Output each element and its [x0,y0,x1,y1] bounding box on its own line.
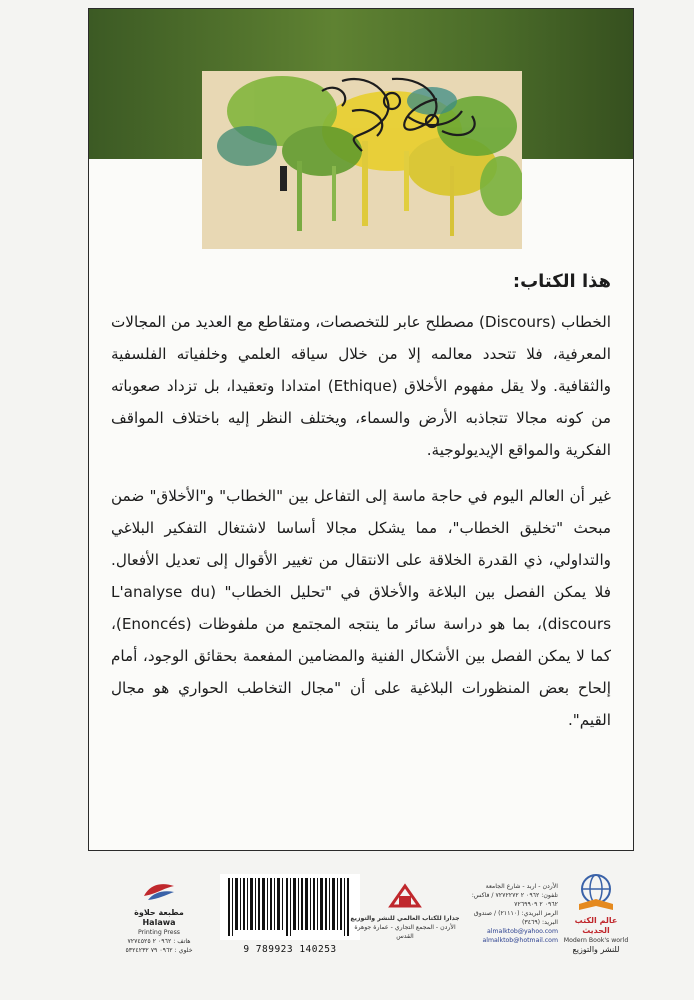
publisher-postal: الرمز البريدي: (٢١١١٠) / صندوق البريد: (٣٤٦٩) [473,910,558,926]
printer-tagline: Printing Press [137,929,181,936]
publisher-address: الأردن - اربد - شارع الجامعة [485,883,558,890]
back-cover [88,8,634,851]
publisher-name-en: Modern Book's world [563,937,629,944]
section-heading: هذا الكتاب: [512,271,611,292]
calligraphy-artwork [202,71,522,249]
printer-name-ar: مطبعة حلاوة [134,908,184,917]
publisher-tagline: للنشر والتوزيع [572,945,620,954]
bird-logo-icon [140,878,178,904]
paragraph-2: غير أن العالم اليوم في حاجة ماسة إلى التفاعل بين "الخطاب" و"الأخلاق" ضمن مبحث "تخليق الخطاب"، مما يشكل مجالا أساسا لاشتغال التفكير البلاغي والتداولي، ذي القدرة الخلاقة على الانتقال من تغيير الأقوال إلى تعديل الأفعال. فلا يمكن الفصل بين البلاغة والأخلاق في "تحليل الخطاب" (L'analyse du discours)، بما هو دراسة سائر ما ينتجه المجتمع من ملفوظات (Enoncés)، كما لا يمكن الفصل بين الأشكال الفنية والمضامين المفعمة بحقائق الوجود، أمام إلحاح بعض المنظورات البلاغية على أن "مجال التخاطب الحواري هو مجال القيم". [111,487,611,729]
globe-book-logo-icon [573,872,619,912]
paragraph-1: الخطاب (Discours) مصطلح عابر للتخصصات، ومتقاطع مع العديد من المجالات المعرفية، فلا تتحدد معالمه إلا من خلال سياقه العلمي وخلفياته الفلسفية والثقافية. ولا يقل مفهوم الأخلاق (Ethique) امتدادا وتعقيدا، بل تزداد صعوباته من كونه مجالا تتجاذبه الأرض والسماء، ويختلف النظر إليه باختلاف المواقف الفكرية والمواقع الإيديولوجية. [111,313,612,459]
distributor-name: جدارا للكتاب العالمي للنشر والتوزيع [350,915,460,922]
printer-phone: هاتف : ٠٩٦٢ ٢ ٧٢٧٤٥٢٥ [127,938,191,945]
distributor-block [350,880,460,941]
printer-name-en: Halawa [142,918,176,927]
printer-mobile: خلوي : ٠٩٦٢ ٧٩ ٥٣٢٤٢٣٢ [125,947,193,954]
isbn-number: 9 789923 140253 [243,944,337,955]
distributor-logo-icon [385,880,425,910]
cover-footer [88,858,634,998]
publisher-email-2[interactable]: almalktob@hotmail.com [482,937,558,944]
distributor-address: الأردن - المجمع التجاري - عمارة جوهرة القدس [354,924,456,940]
isbn-barcode [220,874,360,955]
publisher-logo-block [560,872,632,955]
printer-block [104,878,214,955]
barcode-bars [220,874,360,940]
publisher-email-1[interactable]: almalktob@yahoo.com [487,928,558,935]
publisher-name-ar: عالم الكتب الحديث [574,916,618,935]
book-description [111,271,611,750]
publisher-contact [466,882,558,945]
publisher-phone: تلفون: ٠٩٦٢ ٢ ٧٢٧٢٢٧٢ / فاكس: ٠٩٦٢ ٢ ٧٢٦٩٩٠٩ [471,892,558,908]
